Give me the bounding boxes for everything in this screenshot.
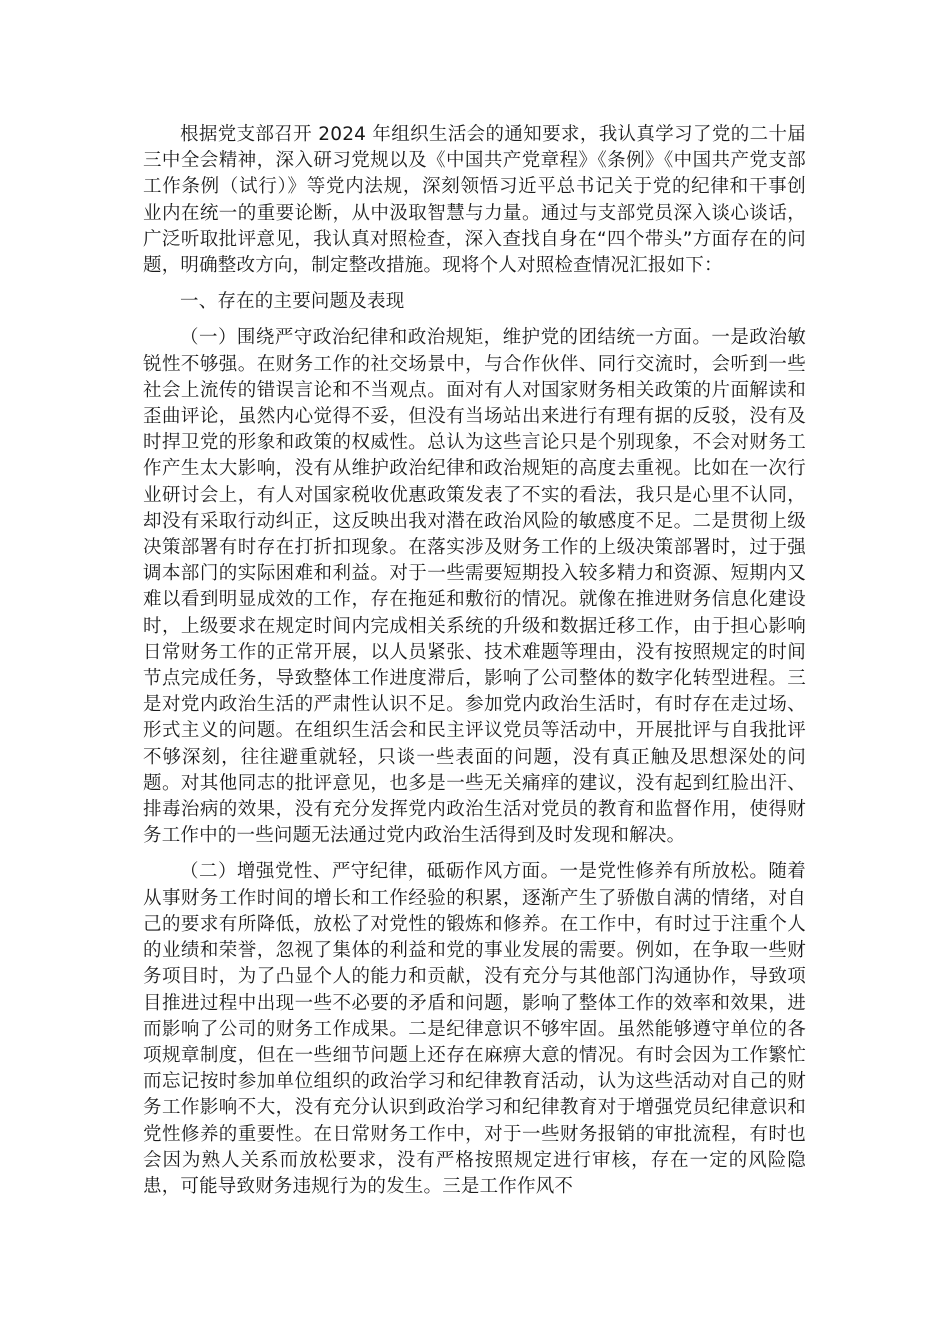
part-one-paragraph: （一）围绕严守政治纪律和政治规矩，维护党的团结统一方面。一是政治敏锐性不够强。在财务工作的社交场景中，与合作伙伴、同行交流时，会听到一些社会上流传的错误言论和不当观点。面对有人对国家财务相关政策的片面解读和歪曲评论，虽然内心觉得不妥，但没有当场站出来进行有理有据的反驳，没有及时捍卫党的形象和政策的权威性。总认为这些言论只是个别现象，不会对财务工作产生太大影响，没有从维护政治纪律和政治规矩的高度去重视。比如在一次行业研讨会上，有人对国家税收优惠政策发表了不实的看法，我只是心里不认同，却没有采取行动纠正，这反映出我对潜在政治风险的敏感度不足。二是贯彻上级决策部署有时存在打折扣现象。在落实涉及财务工作的上级决策部署时，过于强调本部门的实际困难和利益。对于一些需要短期投入较多精力和资源、短期内又难以看到明显成效的工作，存在拖延和敷衍的情况。就像在推进财务信息化建设时，上级要求在规定时间内完成相关系统的升级和数据迁移工作，由于担心影响日常财务工作的正常开展，以人员紧张、技术难题等理由，没有按照规定的时间节点完成任务，导致整体工作进度滞后，影响了公司整体的数字化转型进程。三是对党内政治生活的严肃性认识不足。参加党内政治生活时，有时存在走过场、形式主义的问题。在组织生活会和民主评议党员等活动中，开展批评与自我批评不够深刻，往往避重就轻，只谈一些表面的问题，没有真正触及思想深处的问题。对其他同志的批评意见，也多是一些无关痛痒的建议，没有起到红脸出汗、排毒治病的效果，没有充分发挥党内政治生活对党员的教育和监督作用，使得财务工作中的一些问题无法通过党内政治生活得到及时发现和解决。 — [143, 327, 806, 847]
intro-paragraph: 根据党支部召开 2024 年组织生活会的通知要求，我认真学习了党的二十届三中全会精神，深入研习党规以及《中国共产党章程》《条例》《中国共产党支部工作条例（试行）》等党内法规，深刻领悟习近平总书记关于党的纪律和干事创业内在统一的重要论断，从中汲取智慧与力量。通过与支部党员深入谈心谈话，广泛听取批评意见，我认真对照检查，深入查找自身在“四个带头”方面存在的问题，明确整改方向，制定整改措施。现将个人对照检查情况汇报如下： — [143, 124, 806, 277]
part-two-paragraph: （二）增强党性、严守纪律，砥砺作风方面。一是党性修养有所放松。随着从事财务工作时间的增长和工作经验的积累，逐渐产生了骄傲自满的情绪，对自己的要求有所降低，放松了对党性的锻炼和修养。在工作中，有时过于注重个人的业绩和荣誉，忽视了集体的利益和党的事业发展的需要。例如，在争取一些财务项目时，为了凸显个人的能力和贡献，没有充分与其他部门沟通协作，导致项目推进过程中出现一些不必要的矛盾和问题，影响了整体工作的效率和效果，进而影响了公司的财务工作成果。二是纪律意识不够牢固。虽然能够遵守单位的各项规章制度，但在一些细节问题上还存在麻痹大意的情况。有时会因为工作繁忙而忘记按时参加单位组织的政治学习和纪律教育活动，认为这些活动对自己的财务工作影响不大，没有充分认识到政治学习和纪律教育对于增强党员纪律意识和党性修养的重要性。在日常财务工作中，对于一些财务报销的审批流程，有时也会因为熟人关系而放松要求，没有严格按照规定进行审核，存在一定的风险隐患，可能导致财务违规行为的发生。三是工作作风不 — [143, 861, 806, 1197]
section-heading: 一、存在的主要问题及表现 — [180, 291, 405, 313]
document-body — [143, 122, 806, 1210]
